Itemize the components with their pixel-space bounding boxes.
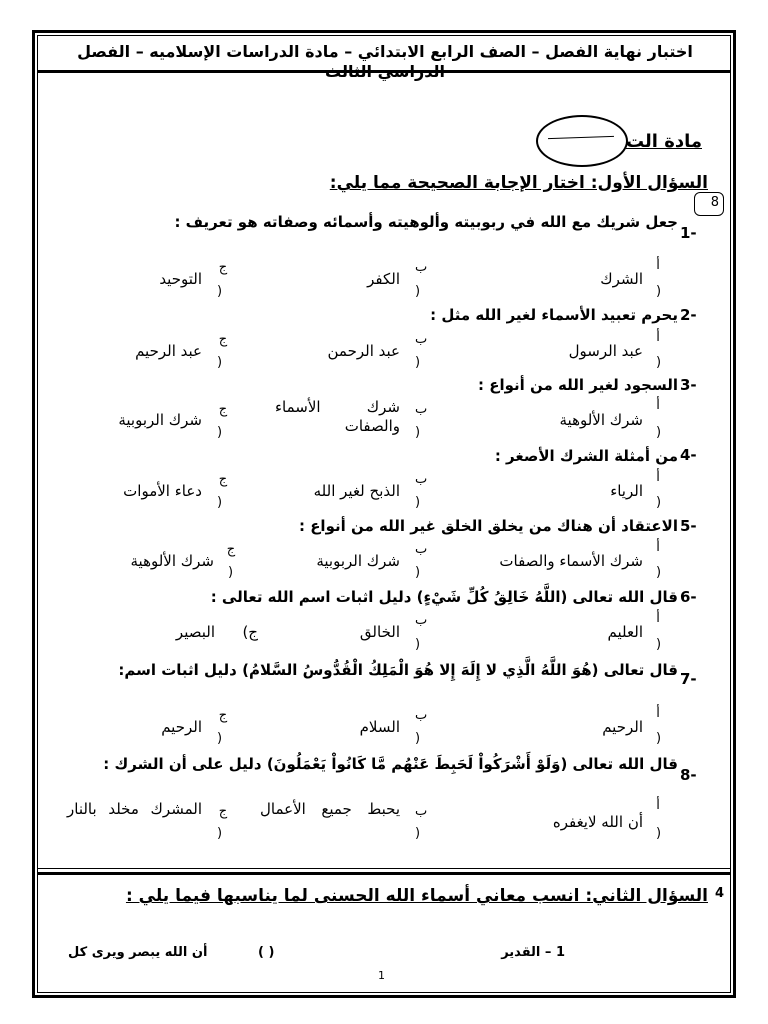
q1-paren-c: ) — [217, 284, 223, 299]
q7-option-a: الرحيم — [602, 718, 643, 736]
q3-letter-a: أ — [656, 398, 660, 413]
q5-letter-a: أ — [656, 540, 660, 555]
q3-letter-c: ج — [218, 402, 228, 417]
question-5-text: الاعتقاد أن هناك من يخلق الخلق غير الله من أنواع : — [298, 517, 678, 535]
exam-header: اختبار نهاية الفصل – الصف الرابع الابتدائي – مادة الدراسات الإسلاميه – الفصل الدراسي الثالث — [77, 42, 693, 81]
q7-letter-b: ب — [415, 708, 428, 723]
q8-paren-a: ) — [656, 826, 662, 841]
q8-letter-c: ج — [218, 804, 228, 819]
q6-option-b: الخالق — [359, 623, 400, 641]
q8-letter-a: أ — [656, 798, 660, 813]
q4-letter-a: أ — [656, 470, 660, 485]
q5-paren-c: ) — [228, 565, 234, 580]
q5-option-c: شرك الألوهية — [130, 552, 214, 570]
q6-paren-a: ) — [656, 637, 662, 652]
question-4-number: 4- — [680, 446, 697, 464]
q3-paren-a: ) — [656, 425, 662, 440]
q1-letter-a: أ — [656, 258, 660, 273]
q5-option-b: شرك الربوبية — [316, 552, 400, 570]
q6-letter-a: أ — [656, 611, 660, 626]
q4-option-c: دعاء الأموات — [123, 482, 202, 500]
q5-paren-b: ) — [415, 565, 421, 580]
q8-option-a: أن الله لايغفره — [552, 813, 643, 831]
q3-option-a: شرك الألوهية — [559, 411, 643, 429]
q2-paren-b: ) — [415, 355, 421, 370]
q7-option-b: السلام — [359, 718, 400, 736]
q4-option-b: الذبح لغير الله — [313, 482, 400, 500]
question-1-number: 1- — [680, 224, 697, 242]
q2-paren-c: ) — [217, 355, 223, 370]
section-divider-thin — [37, 868, 731, 869]
q7-letter-a: أ — [656, 706, 660, 721]
question-3-number: 3- — [680, 376, 697, 394]
question-5-number: 5- — [680, 517, 697, 535]
q3-option-b: شرك الأسماء والصفات — [275, 398, 400, 435]
q8-option-c: المشرك مخلد بالنار — [67, 800, 202, 818]
q7-paren-a: ) — [656, 731, 662, 746]
q3-paren-c: ) — [217, 425, 223, 440]
q4-letter-c: ج — [218, 472, 228, 487]
q1-paren-b: ) — [415, 284, 421, 299]
question-8-number: 8- — [680, 766, 697, 784]
q2-letter-c: ج — [218, 332, 228, 347]
question-2-text: يحرم تعبيد الأسماء لغير الله مثل : — [430, 306, 678, 324]
grade-oval — [536, 115, 628, 167]
question-6-number: 6- — [680, 588, 697, 606]
question-6-text: قال الله تعالى (اللَّهُ خَالِقُ كُلِّ شَيْءٍ) دليل اثبات اسم الله تعالى : — [210, 588, 678, 606]
q1-letter-c: ج — [218, 260, 228, 275]
question-4-text: من أمثلة الشرك الأصغر : — [494, 447, 678, 465]
q2-paren-a: ) — [656, 355, 662, 370]
q1-option-a: الشرك — [600, 270, 643, 288]
question1-title: السؤال الأول: اختار الإجابة الصحيحة مما يلي: — [329, 173, 708, 193]
q5-letter-b: ب — [415, 542, 428, 557]
q1-option-b: الكفر — [367, 270, 400, 288]
question2-score: 4 — [715, 886, 725, 901]
q7-paren-b: ) — [415, 731, 421, 746]
q8-option-b: يحبط جميع الأعمال — [260, 800, 400, 818]
q6-option-c: البصير — [175, 623, 215, 641]
q2-option-c: عبد الرحيم — [135, 342, 202, 360]
q1-paren-a: ) — [656, 284, 662, 299]
q4-paren-c: ) — [217, 495, 223, 510]
q2-letter-b: ب — [415, 332, 428, 347]
q4-option-a: الرياء — [610, 482, 643, 500]
section-divider-thick — [37, 872, 731, 875]
question2-item-1-blank: ( ) — [258, 945, 275, 960]
question-7-number: 7- — [680, 670, 697, 688]
q7-option-c: الرحيم — [161, 718, 202, 736]
q4-paren-a: ) — [656, 495, 662, 510]
question-7-text: قال تعالى (هُوَ اللَّهُ الَّذِي لا إِلَهَ إِلا هُوَ الْمَلِكُ الْقُدُّوسُ السَّلامُ) دليل اثبات اسم: — [118, 661, 678, 679]
q7-letter-c: ج — [218, 708, 228, 723]
q5-letter-c: ج — [226, 542, 236, 557]
subject-label: مادة الت — [625, 131, 702, 152]
q3-letter-b: ب — [415, 402, 428, 417]
q1-letter-b: ب — [415, 260, 428, 275]
q5-paren-a: ) — [656, 565, 662, 580]
q6-paren-b: ) — [415, 637, 421, 652]
question2-item-1-name: 1 – القدير — [501, 945, 565, 960]
question-2-number: 2- — [680, 306, 697, 324]
q2-option-b: عبد الرحمن — [327, 342, 400, 360]
question-8-text: قال الله تعالى (وَلَوْ أَشْرَكُواْ لَحَبِطَ عَنْهُم مَّا كَانُواْ يَعْمَلُونَ) دليل على أن الشرك : — [103, 755, 678, 773]
q2-letter-a: أ — [656, 330, 660, 345]
q6-letter-b: ب — [415, 613, 428, 628]
question-1-text: جعل شريك مع الله في ربوبيته وألوهيته وأسمائه وصفاته هو تعريف : — [174, 213, 678, 231]
q6-option-a: العليم — [607, 623, 643, 641]
q8-paren-b: ) — [415, 826, 421, 841]
q4-paren-b: ) — [415, 495, 421, 510]
q8-paren-c: ) — [217, 826, 223, 841]
question2-title: السؤال الثاني: انسب معاني أسماء الله الحسنى لما يناسبها فيما يلي : — [125, 886, 708, 906]
q5-option-a: شرك الأسماء والصفات — [499, 552, 643, 570]
page-number: 1 — [378, 969, 385, 982]
q3-paren-b: ) — [415, 425, 421, 440]
q8-letter-b: ب — [415, 804, 428, 819]
q7-paren-c: ) — [217, 731, 223, 746]
question2-item-1-meaning: أن الله يبصر ويرى كل — [68, 945, 208, 960]
q1-option-c: التوحيد — [159, 270, 202, 288]
question1-score-box: 8 — [694, 192, 724, 216]
q3-option-c: شرك الربوبية — [118, 411, 202, 429]
question-3-text: السجود لغير الله من أنواع : — [478, 376, 678, 394]
q4-letter-b: ب — [415, 472, 428, 487]
q2-option-a: عبد الرسول — [568, 342, 643, 360]
q6-option-c-label: ج) — [242, 623, 258, 641]
